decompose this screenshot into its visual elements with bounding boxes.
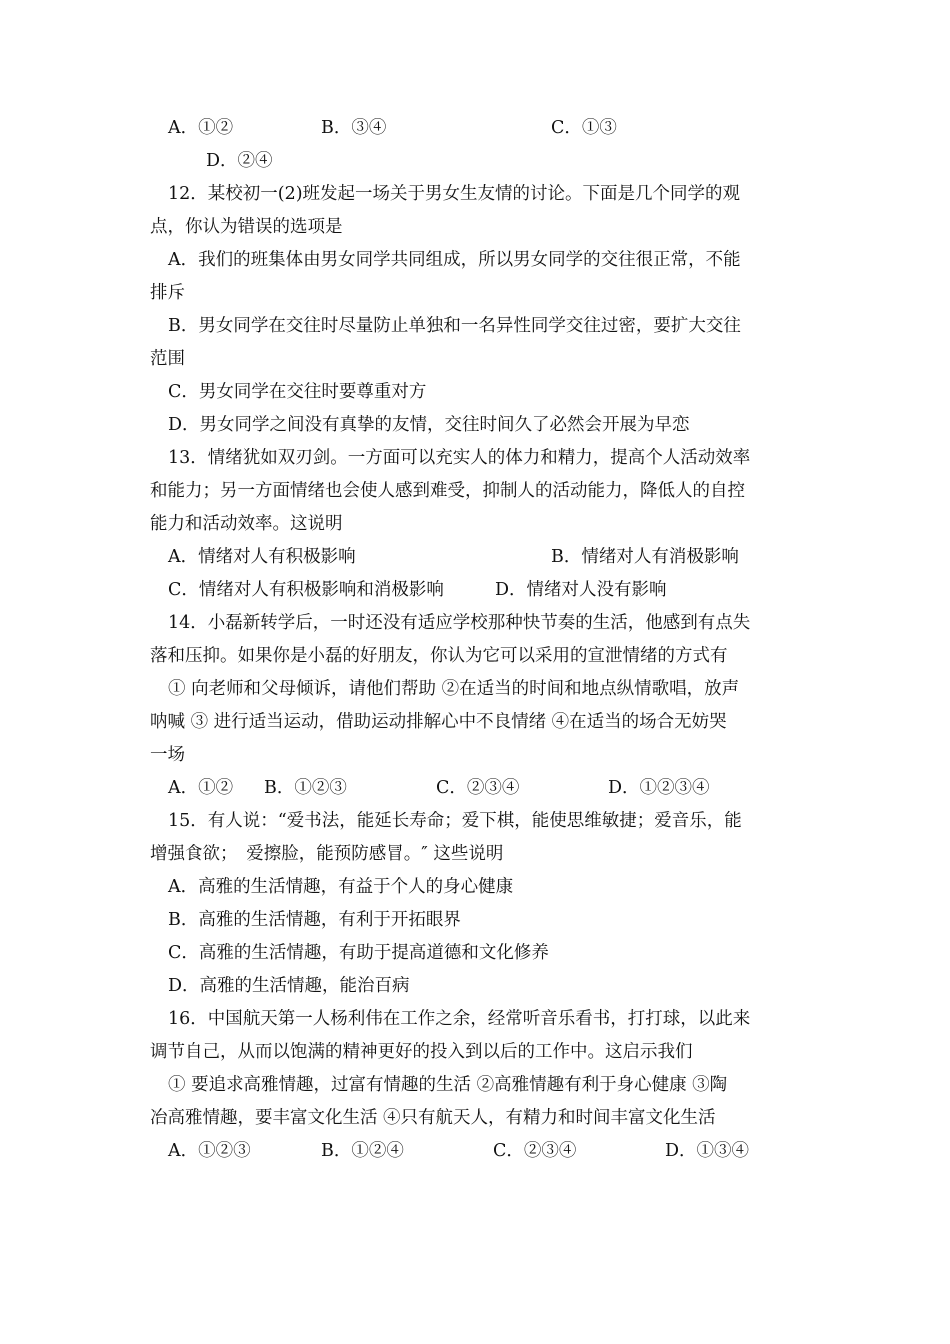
q14-option-b: B．①②③ [264,778,347,798]
q12-stem-line2: 点，你认为错误的选项是 [150,217,343,237]
q15-option-a: A．高雅的生活情趣，有益于个人的身心健康 [168,877,514,897]
q15-option-c: C．高雅的生活情趣，有助于提高道德和文化修养 [168,943,549,963]
q13-stem-line1: 13．情绪犹如双刃剑。一方面可以充实人的体力和精力，提高个人活动效率 [168,448,751,468]
q12-stem-line1: 12．某校初一(2)班发起一场关于男女生友情的讨论。下面是几个同学的观 [168,184,741,204]
q13-option-a: A．情绪对人有积极影响 [168,547,356,567]
q14-items-line3: 一场 [150,745,185,765]
q14-stem-line2: 落和压抑。如果你是小磊的好朋友，你认为它可以采用的宣泄情绪的方式有 [150,646,728,666]
q12-option-b-line2: 范围 [150,349,185,369]
q12-option-d: D．男女同学之间没有真挚的友情，交往时间久了必然会开展为早恋 [168,415,690,435]
q16-option-a: A．①②③ [168,1141,251,1161]
q16-option-d: D．①③④ [665,1141,750,1161]
q16-option-b: B．①②④ [321,1141,404,1161]
q13-stem-line3: 能力和活动效率。这说明 [150,514,343,534]
q14-option-c: C．②③④ [436,778,520,798]
q11-option-c: C．①③ [551,118,617,138]
q15-option-b: B．高雅的生活情趣，有利于开拓眼界 [168,910,461,930]
q13-option-c: C．情绪对人有积极影响和消极影响 [168,580,444,600]
q11-option-b: B．③④ [321,118,387,138]
q14-items-line1: ① 向老师和父母倾诉，请他们帮助 ②在适当的时间和地点纵情歌唱，放声 [168,679,740,699]
q12-option-a-line2: 排斥 [150,283,185,303]
q13-option-b: B．情绪对人有消极影响 [551,547,739,567]
q15-stem-line2: 增强食欲； 爱擦脸，能预防感冒。″ 这些说明 [150,844,504,864]
q14-stem-line1: 14．小磊新转学后，一时还没有适应学校那种快节奏的生活，他感到有点失 [168,613,751,633]
q16-items-line1: ① 要追求高雅情趣，过富有情趣的生活 ②高雅情趣有利于身心健康 ③陶 [168,1075,728,1095]
q11-option-d: D．②④ [206,151,273,171]
q14-items-line2: 呐喊 ③ 进行适当运动，借助运动排解心中不良情绪 ④在适当的场合无妨哭 [150,712,727,732]
q16-items-line2: 冶高雅情趣，要丰富文化生活 ④只有航天人，有精力和时间丰富文化生活 [150,1108,716,1128]
q16-option-c: C．②③④ [493,1141,577,1161]
q13-option-d: D．情绪对人没有影响 [495,580,667,600]
q13-stem-line2: 和能力；另一方面情绪也会使人感到难受，抑制人的活动能力，降低人的自控 [150,481,745,501]
q12-option-c: C．男女同学在交往时要尊重对方 [168,382,427,402]
q12-option-b-line1: B．男女同学在交往时尽量防止单独和一名异性同学交往过密，要扩大交往 [168,316,741,336]
q15-stem-line1: 15．有人说：“爱书法，能延长寿命；爱下棋，能使思维敏捷；爱音乐，能 [168,811,742,831]
q16-stem-line2: 调节自己，从而以饱满的精神更好的投入到以后的工作中。这启示我们 [150,1042,693,1062]
q15-option-d: D．高雅的生活情趣，能治百病 [168,976,410,996]
q14-option-d: D．①②③④ [608,778,710,798]
q11-option-a: A．①② [168,118,234,138]
q12-option-a-line1: A．我们的班集体由男女同学共同组成，所以男女同学的交往很正常，不能 [168,250,741,270]
q14-option-a: A．①② [168,778,234,798]
q16-stem-line1: 16．中国航天第一人杨利伟在工作之余，经常听音乐看书，打打球，以此来 [168,1009,751,1029]
